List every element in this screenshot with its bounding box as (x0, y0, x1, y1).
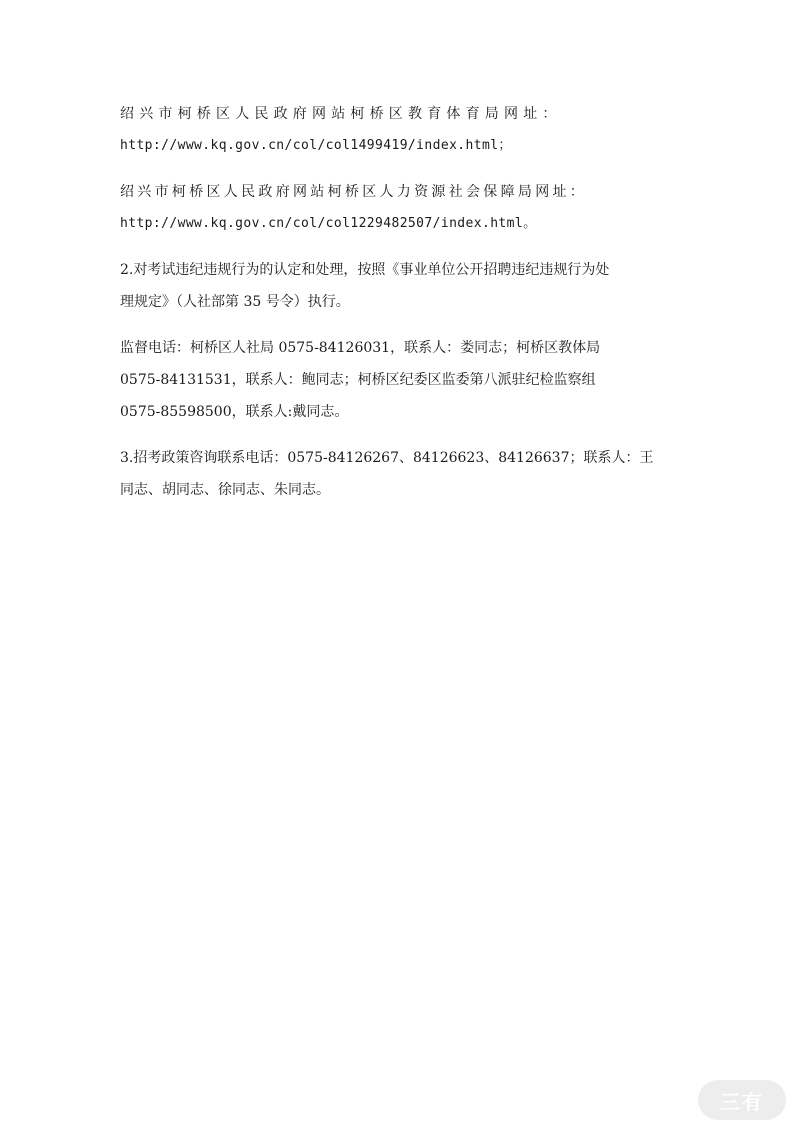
violation-handling-line-2: 理规定》（人社部第 35 号令）执行。 (120, 294, 350, 310)
supervision-phone-line-3: 0575-85598500，联系人:戴同志。 (120, 404, 349, 420)
watermark-logo: 三有 (698, 1080, 786, 1120)
policy-consult-line-2: 同志、胡同志、徐同志、朱同志。 (120, 482, 330, 498)
policy-consult-paragraph (120, 442, 680, 506)
policy-consult-line-1: 3.招考政策咨询联系电话：0575-84126267、84126623、84126637；联系人：王 (120, 450, 654, 466)
hr-bureau-website-label: 绍兴市柯桥区人民政府网站柯桥区人力资源社会保障局网址： (120, 184, 588, 200)
document-body (120, 98, 680, 520)
supervision-phone-paragraph (120, 332, 680, 428)
supervision-phone-line-1: 监督电话：柯桥区人社局 0575-84126031，联系人：娄同志；柯桥区教体局 (120, 340, 601, 356)
edu-bureau-website-url[interactable]: http://www.kq.gov.cn/col/col1499419/index.html； (120, 138, 512, 153)
supervision-phone-line-2: 0575-84131531，联系人：鲍同志；柯桥区纪委区监委第八派驻纪检监察组 (120, 372, 596, 388)
hr-bureau-website-url[interactable]: http://www.kq.gov.cn/col/col1229482507/index.html。 (120, 216, 537, 231)
edu-bureau-website-paragraph (120, 98, 680, 162)
hr-bureau-website-paragraph (120, 176, 680, 240)
violation-handling-paragraph (120, 254, 680, 318)
violation-handling-line-1: 2.对考试违纪违规行为的认定和处理，按照《事业单位公开招聘违纪违规行为处 (120, 262, 610, 278)
edu-bureau-website-label: 绍兴市柯桥区人民政府网站柯桥区教育体育局网址： (120, 106, 562, 122)
